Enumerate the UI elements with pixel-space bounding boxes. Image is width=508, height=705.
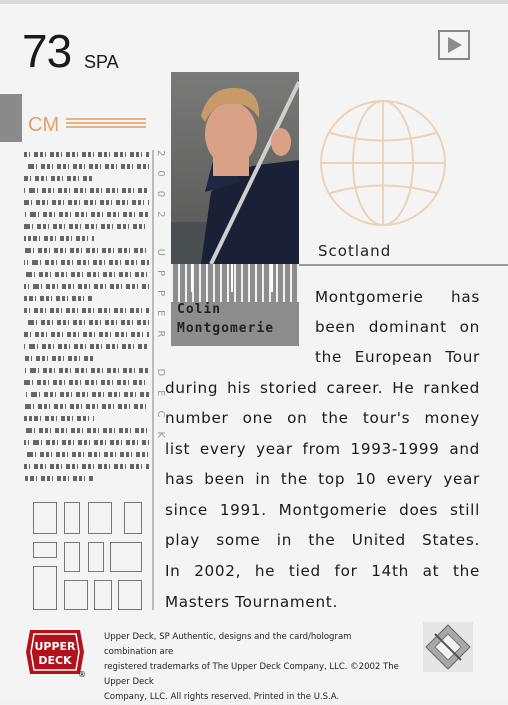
vertical-brand-strip [152, 150, 166, 610]
bio-line: Montgomerie has [315, 288, 480, 306]
hologram-icon [423, 622, 473, 672]
bio-line: list every year from 1993-1999 and [165, 440, 480, 458]
code-line [24, 404, 149, 409]
code-line [24, 464, 149, 469]
country-label: Scotland [318, 242, 392, 260]
card-number: 73 [22, 25, 72, 77]
nameplate [171, 264, 299, 346]
logo-line1: UPPER [34, 640, 76, 653]
code-line [24, 452, 149, 457]
code-line [24, 248, 149, 253]
code-line [24, 416, 94, 421]
code-line [24, 296, 94, 301]
code-line [24, 152, 149, 157]
code-line [24, 200, 149, 205]
bio-line: the European Tour [315, 348, 480, 366]
registered-mark: ® [78, 670, 86, 679]
logo-line2: DECK [38, 654, 72, 667]
player-last-name: Montgomerie [177, 321, 275, 336]
legal-line: Upper Deck, SP Authentic, designs and the card/hologram combination are [104, 632, 352, 657]
code-line [24, 224, 149, 229]
code-line [24, 344, 149, 349]
code-line [24, 284, 149, 289]
bio-line: Masters Tournament. [165, 593, 338, 611]
initials-stripes [66, 118, 146, 132]
bio-line: In 2002, he tied for 14th at the [165, 562, 480, 580]
play-icon [446, 36, 464, 54]
legal-text [104, 630, 404, 705]
bio-line: been dominant on [315, 318, 480, 336]
vertical-brand-text: 2002 UPPER DECK [155, 150, 166, 453]
code-lines-block [24, 152, 149, 492]
globe-icon [318, 98, 448, 228]
code-line [24, 392, 149, 397]
bio-line: has been in the top 10 every year [165, 470, 480, 488]
code-line [24, 308, 149, 313]
bio-line: during his storied career. He ranked [165, 379, 480, 397]
code-line [24, 428, 149, 433]
code-line [24, 260, 149, 265]
top-band [0, 0, 508, 4]
play-button[interactable] [438, 30, 470, 60]
code-line [24, 368, 149, 373]
country-divider [299, 264, 508, 266]
bio-line: play some in the United States. [165, 531, 480, 549]
code-line [24, 164, 149, 169]
legal-line: registered trademarks of The Upper Deck Company, LLC. ©2002 The Upper Deck [104, 662, 399, 687]
code-line [24, 380, 149, 385]
code-line [24, 332, 149, 337]
code-line [24, 440, 149, 445]
player-name [177, 300, 274, 338]
side-grey-bar [0, 94, 22, 142]
bio-line: since 1991. Montgomerie does still [165, 501, 480, 519]
box-grid [30, 500, 150, 612]
code-line [24, 356, 94, 361]
code-line [24, 176, 94, 181]
player-photo [171, 72, 299, 264]
card-set-code: SPA [84, 52, 119, 72]
bio-line: number one on the tour's money [165, 409, 480, 427]
player-initials: CM [28, 114, 60, 136]
code-line [24, 212, 149, 217]
upper-deck-logo [24, 626, 86, 678]
code-line [24, 476, 94, 481]
code-line [24, 320, 149, 325]
legal-line: Company, LLC. All rights reserved. Printed in the U.S.A. [104, 692, 340, 702]
code-line [24, 236, 94, 241]
player-first-name: Colin [177, 302, 222, 317]
code-line [24, 188, 149, 193]
code-line [24, 272, 149, 277]
